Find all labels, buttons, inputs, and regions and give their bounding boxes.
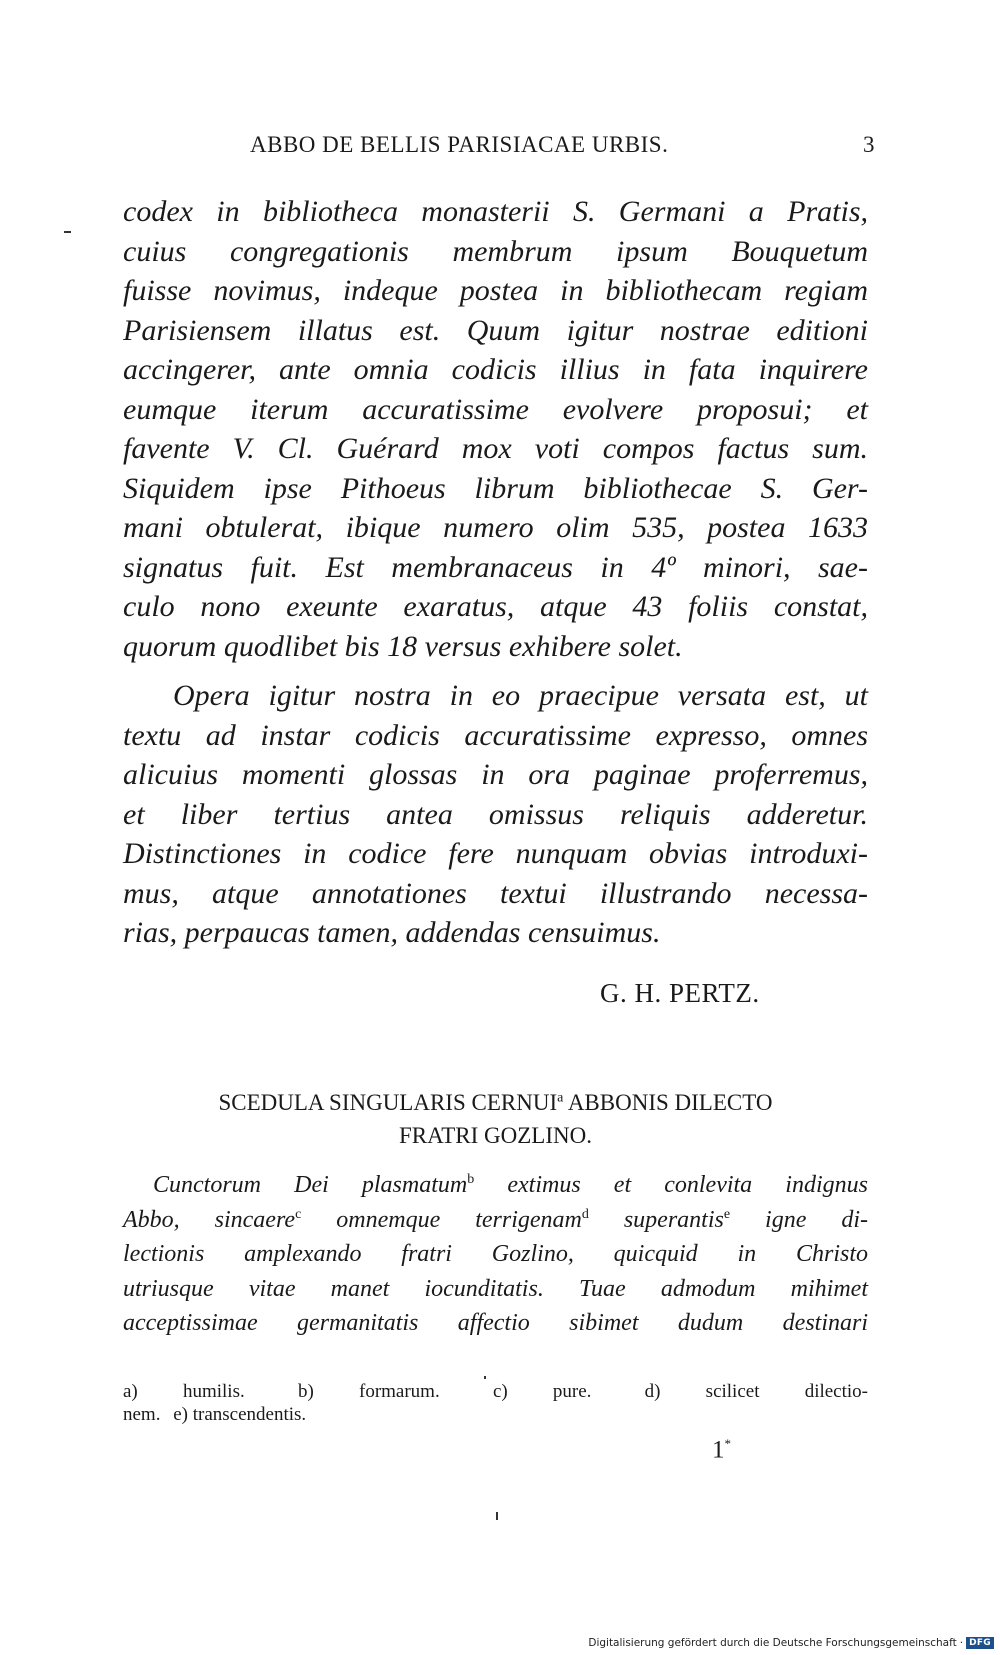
text-line: alicuius momenti glossas in ora paginae proferremus, xyxy=(123,758,868,791)
text-line: codex in bibliotheca monasterii S. Germani a Pratis, xyxy=(123,195,868,228)
footnote-row xyxy=(123,1380,868,1403)
signature-mark-asterisk: * xyxy=(724,1436,731,1451)
text-line: signatus fuit. Est membranaceus in 4º minori, sae- xyxy=(123,550,868,584)
editor-signature: G. H. PERTZ. xyxy=(600,978,760,1008)
text-line: favente V. Cl. Guérard mox voti compos factus sum. xyxy=(123,432,868,465)
text-line: culo nono exeunte exaratus, atque 43 foliis constat, xyxy=(123,590,868,623)
text-line: utriusque vitae manet iocunditatis. Tuae admodum mihimet xyxy=(123,1275,868,1302)
footnote-marker: e xyxy=(723,1206,731,1222)
text-line: textu ad instar codicis accuratissime expresso, omnes xyxy=(123,718,868,752)
heading-text: SCEDULA SINGULARIS CERNUI xyxy=(218,1090,558,1115)
sheet-signature-mark xyxy=(712,1436,731,1464)
footnote-marker: a xyxy=(557,1090,564,1106)
footnote-marker: c xyxy=(295,1206,302,1222)
footnote-e: e) transcendentis. xyxy=(173,1404,307,1425)
footnote-row xyxy=(123,1403,868,1426)
footnote-marker: b xyxy=(467,1172,475,1187)
heading-line: FRATRI GOZLINO. xyxy=(399,1123,592,1148)
dfg-logo-icon: DFG xyxy=(966,1637,994,1649)
page-number: 3 xyxy=(863,132,875,157)
running-head-title: ABBO DE BELLIS PARISIACAE URBIS. xyxy=(250,132,669,157)
text-run: Abbo, sincaere xyxy=(123,1206,296,1233)
text-line: Siquidem ipse Pithoeus librum bibliothecae S. Ger- xyxy=(123,471,868,505)
footnote-d-continued: nem. xyxy=(123,1404,161,1425)
digitization-credit xyxy=(588,1637,994,1649)
text-line: fuisse novimus, indeque postea in bibliothecam regiam xyxy=(123,274,868,307)
text-line: rias, perpaucas tamen, addendas censuimus. xyxy=(123,916,661,949)
text-line xyxy=(123,1168,868,1203)
credit-text: Digitalisierung gefördert durch die Deutsche Forschungsgemeinschaft xyxy=(588,1637,957,1649)
footnote-b: b) formarum. xyxy=(297,1381,440,1402)
signature-mark-number: 1 xyxy=(712,1436,725,1464)
text-line: accingerer, ante omnia codicis illius in fata inquirere xyxy=(123,353,868,386)
text-line: Parisiensem illatus est. Quum igitur nostrae editioni xyxy=(123,313,868,347)
text-line xyxy=(123,1203,868,1238)
footnote-c: c) pure. xyxy=(492,1381,592,1402)
scan-speck xyxy=(484,1376,486,1379)
scan-speck xyxy=(64,231,71,233)
section-heading xyxy=(123,1086,868,1152)
footnote-marker: d xyxy=(581,1206,589,1222)
text-run: superantis xyxy=(588,1206,724,1233)
text-run: extimus et conlevita indignus xyxy=(474,1172,868,1198)
scan-speck xyxy=(496,1512,498,1520)
text-line: lectionis amplexando fratri Gozlino, quicquid in Christo xyxy=(123,1241,868,1267)
paragraph-intro xyxy=(123,192,868,666)
text-line: quorum quodlibet bis 18 versus exhibere solet. xyxy=(123,629,683,663)
text-line: Distinctiones in codice fere nunquam obvias introduxi- xyxy=(123,837,868,870)
text-line: eumque iterum accuratissime evolvere proposui; et xyxy=(123,392,868,426)
footnote-d: d) scilicet dilectio- xyxy=(644,1381,869,1402)
paragraph-editorial xyxy=(123,676,868,953)
text-run: Cunctorum Dei plasmatum xyxy=(153,1172,468,1198)
credit-separator: · xyxy=(959,1637,964,1649)
text-line: mus, atque annotationes textui illustrando necessa- xyxy=(123,876,868,910)
footnote-a: a) humilis. xyxy=(123,1381,245,1402)
footnotes xyxy=(123,1380,868,1426)
text-run: omnemque terrigenam xyxy=(301,1206,582,1233)
text-line: mani obtulerat, ibique numero olim 535, postea 1633 xyxy=(123,511,868,544)
heading-text: ABBONIS DILECTO xyxy=(563,1090,773,1115)
text-line: Opera igitur nostra in eo praecipue versata est, ut xyxy=(173,679,868,712)
paragraph-letter xyxy=(123,1168,868,1341)
text-line: et liber tertius antea omissus reliquis adderetur. xyxy=(123,797,868,831)
text-run: igne di- xyxy=(730,1206,868,1233)
text-line: acceptissimae germanitatis affectio sibimet dudum destinari xyxy=(123,1310,868,1336)
heading-line xyxy=(123,1086,868,1119)
text-line: cuius congregationis membrum ipsum Bouquetum xyxy=(123,234,868,268)
